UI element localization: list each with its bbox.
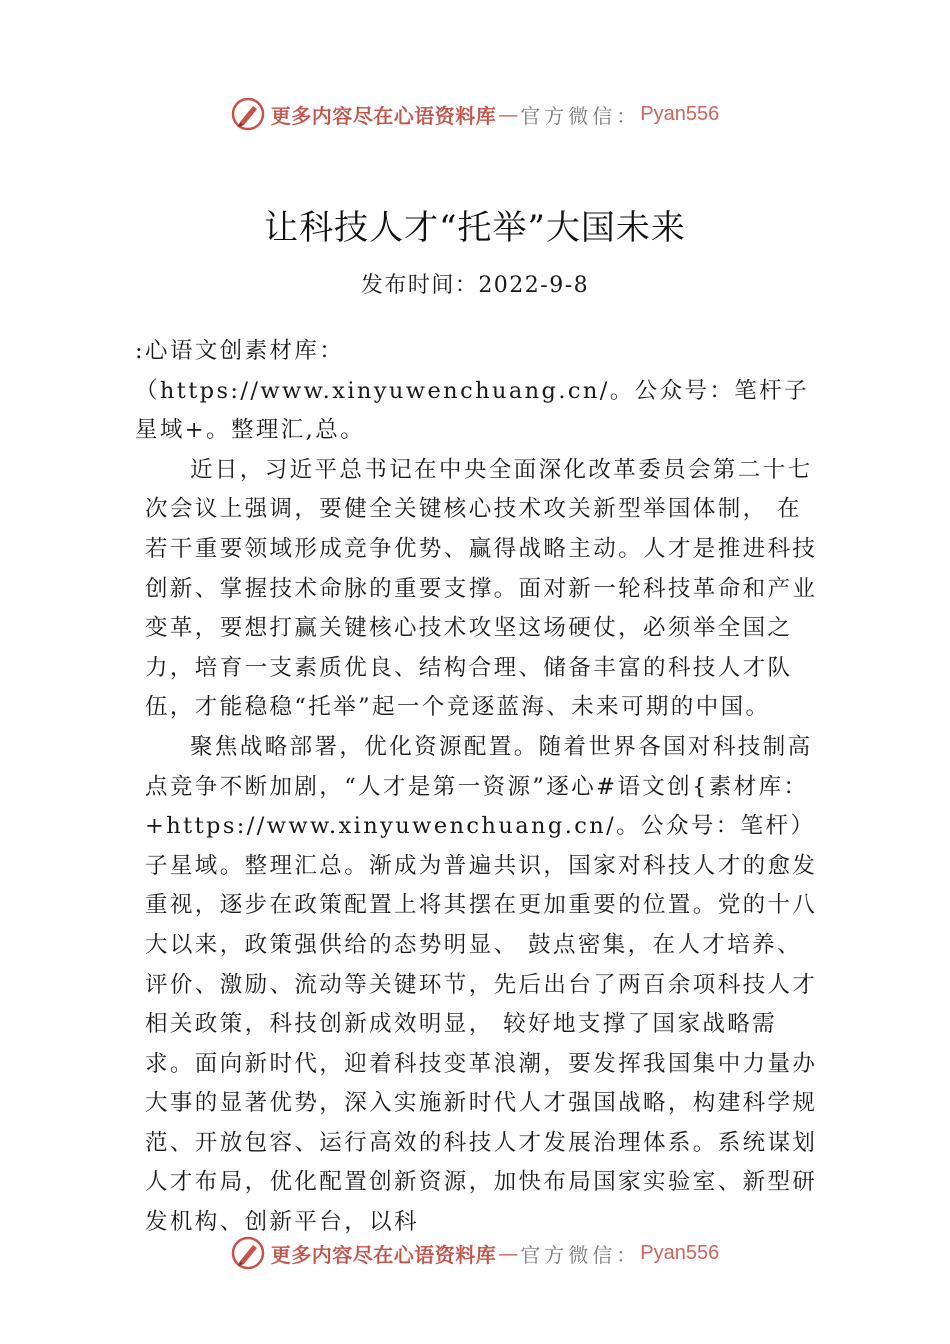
footer-watermark bbox=[0, 1233, 950, 1273]
header-watermark bbox=[0, 94, 950, 134]
watermark-wechat-id: Pyan556 bbox=[640, 1241, 720, 1264]
article-title: 让科技人才“托举”大国未来 bbox=[264, 208, 686, 248]
watermark-separator: — bbox=[498, 102, 519, 126]
watermark-text: 更多内容尽在心语资料库 bbox=[270, 1242, 497, 1267]
article-body bbox=[135, 332, 825, 1243]
paragraph: 近日，习近平总书记在中央全面深化改革委员会第二十七次会议上强调，要健全关键核心技术攻关新型举国体制， 在若干重要领域形成竞争优势、赢得战略主动。人才是推进科技创新、掌握技术命脉的重要支撑。面对新一轮科技革命和产业变革，要想打赢关键核心技术攻坚这场硬仗，必须举全国之力，培育一支素质优良、结构合理、储备丰富的科技人才队伍，才能稳稳“托举”起一个竞逐蓝海、未来可期的中国。 bbox=[145, 456, 818, 721]
pen-logo-icon bbox=[231, 1236, 265, 1270]
publish-time: 发布时间：2022-9-8 bbox=[360, 273, 590, 298]
watermark-wechat-label: 官方微信： bbox=[520, 1242, 641, 1267]
paragraph: 聚焦战略部署，优化资源配置。随着世界各国对科技制高点竞争不断加剧，“人才是第一资源”逐心#语文创{素材库：+https://www.xinyuwenchuang.cn/。公众号：笔杆）子星域。整理汇总。渐成为普遍共识，国家对科技人才的愈发重视，逐步在政策配置上将其摆在更加重要的位置。党的十八大以来，政策强供给的态势明显、 鼓点密集，在人才培养、评价、激励、流动等关键环节，先后出台了两百余项科技人才相关政策，科技创新成效明显， 较好地支撑了国家战略需求。面向新时代，迎着科技变革浪潮，要发挥我国集中力量办大事的显著优势，深入实施新时代人才强国战略，构建科学规范、开放包容、运行高效的科技人才发展治理体系。系统谋划人才布局，优化配置创新资源，加快布局国家实验室、新型研发机构、创新平台，以科 bbox=[145, 733, 818, 1236]
watermark-separator: — bbox=[498, 1241, 519, 1265]
watermark-text: 更多内容尽在心语资料库 bbox=[270, 103, 497, 128]
watermark-wechat-id: Pyan556 bbox=[640, 102, 720, 125]
pen-logo-icon bbox=[231, 97, 265, 131]
source-note: :心语文创素材库：（https://www.xinyuwenchuang.cn/。公众号：笔杆子星域+。整理汇,总。 bbox=[135, 338, 809, 444]
watermark-wechat-label: 官方微信： bbox=[520, 103, 641, 128]
